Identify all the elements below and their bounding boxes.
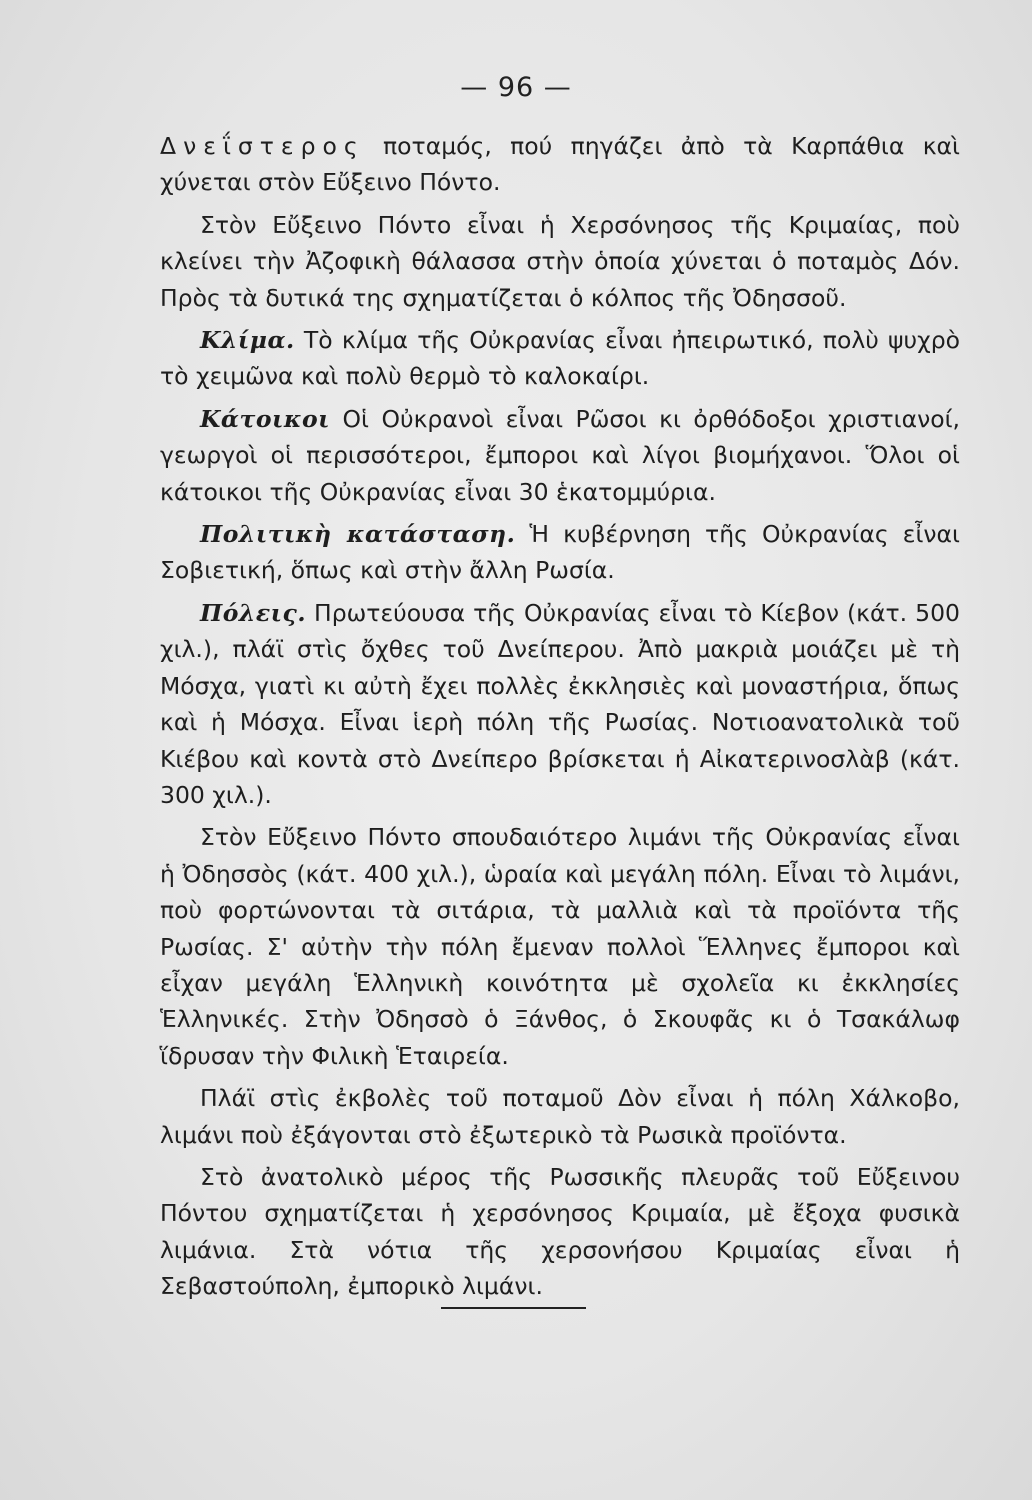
paragraph-inhabitants: [160, 401, 960, 510]
paragraph-text: Στὸ ἀνατολικὸ μέρος τῆς Ρωσσικῆς πλευρᾶς τοῦ Εὔξεινου Πόντου σχηματίζεται ἡ χερσόνησος Κριμαία, μὲ ἔξοχα φυσικὰ λιμάνια. Στὰ νότια τῆς χερσονήσου Κριμαίας εἶναι ἡ Σεβαστούπολη, ἐμπορικὸ λιμάνι.: [160, 1162, 960, 1301]
section-heading-cities: Πόλεις.: [200, 598, 307, 627]
section-heading-inhabitants: Κάτοικοι: [200, 404, 331, 433]
paragraph-text: Πλάϊ στὶς ἐκβολὲς τοῦ ποταμοῦ Δὸν εἶναι ἡ πόλη Χάλκοβο, λιμάνι ποὺ ἐξάγονται στὸ ἐξωτερικὸ τὰ Ρωσικὰ προϊόντα.: [160, 1084, 960, 1149]
paragraph-text: Τὸ κλίμα τῆς Οὐκρανίας εἶναι ἠπειρωτικό, πολὺ ψυχρὸ τὸ χειμῶνα καὶ πολὺ θερμὸ τὸ καλοκαίρι.: [160, 326, 960, 391]
paragraph-text: Οἱ Οὐκρανοὶ εἶναι Ρῶσοι κι ὀρθόδοξοι χριστιανοί, γεωργοὶ οἱ περισσότεροι, ἔμποροι καὶ λίγοι βιομήχανοι. Ὅλοι οἱ κάτοικοι τῆς Οὐκρανίας εἶναι 30 ἑκατομμύρια.: [160, 404, 960, 506]
paragraph-odessa: [160, 819, 960, 1074]
paragraph-text: Ἡ κυβέρνηση τῆς Οὐκρανίας εἶναι Σοβιετική, ὅπως καὶ στὴν ἄλλη Ρωσία.: [160, 520, 960, 585]
paragraph-sevastopol: [160, 1159, 960, 1305]
page-number: — 96 —: [460, 72, 572, 103]
spaced-term: Δνεΐστερος: [160, 132, 365, 160]
paragraph-kharkov: [160, 1080, 960, 1153]
paragraph-text: Στὸν Εὔξεινο Πόντο σπουδαιότερο λιμάνι τῆς Οὐκρανίας εἶναι ἡ Ὀδησσὸς (κάτ. 400 χιλ.), ὡραία καὶ μεγάλη πόλη. Εἶναι τὸ λιμάνι, ποὺ φορτώνονται τὰ σιτάρια, τὰ μαλλιὰ καὶ τὰ προϊόντα τῆς Ρωσίας. Σ' αὐτὴν τὴν πόλη ἔμεναν πολλοὶ Ἕλληνες ἔμποροι καὶ εἶχαν μεγάλη Ἑλληνικὴ κοινότητα μὲ σχολεῖα κι ἐκκλησίες Ἑλληνικές. Στὴν Ὀδησσὸ ὁ Ξάνθος, ὁ Σκουφᾶς κι ὁ Τσακάλωφ ἵδρυσαν τὴν Φιλικὴ Ἑταιρεία.: [160, 823, 960, 1070]
paragraph-dnieper: [160, 128, 960, 201]
section-heading-politics: Πολιτικὴ κατάσταση.: [200, 520, 516, 549]
paragraph-politics: [160, 516, 960, 589]
paragraph-crimea: [160, 207, 960, 316]
page-body: [160, 128, 960, 1311]
paragraph-cities: [160, 595, 960, 813]
paragraph-text: Πρωτεύουσα τῆς Οὐκρανίας εἶναι τὸ Κίεβον (κάτ. 500 χιλ.), πλάϊ στὶς ὄχθες τοῦ Δνείπερου. Ἀπὸ μακριὰ μοιάζει μὲ τὴ Μόσχα, γιατὶ κι αὐτὴ ἔχει πολλὲς ἐκκλησιὲς καὶ μοναστήρια, ὅπως καὶ ἡ Μόσχα. Εἶναι ἱερὴ πόλη τῆς Ρωσίας. Νοτιοανατολικὰ τοῦ Κιέβου καὶ κοντὰ στὸ Δνείπερο βρίσκεται ἡ Αἰκατερινοσλὰβ (κάτ. 300 χιλ.).: [160, 598, 960, 809]
paragraph-text: ποταμός, πού πηγάζει ἀπὸ τὰ Καρπάθια καὶ χύνεται στὸν Εὔξεινο Πόντο.: [160, 132, 960, 197]
paragraph-climate: [160, 322, 960, 395]
paragraph-text: Στὸν Εὔξεινο Πόντο εἶναι ἡ Χερσόνησος τῆς Κριμαίας, ποὺ κλείνει τὴν Ἀζοφικὴ θάλασσα στὴν ὁποία χύνεται ὁ ποταμὸς Δόν. Πρὸς τὰ δυτικά της σχηματίζεται ὁ κόλπος τῆς Ὀδησσοῦ.: [160, 210, 960, 312]
end-rule: [441, 1307, 586, 1309]
section-heading-climate: Κλίμα.: [200, 326, 295, 355]
